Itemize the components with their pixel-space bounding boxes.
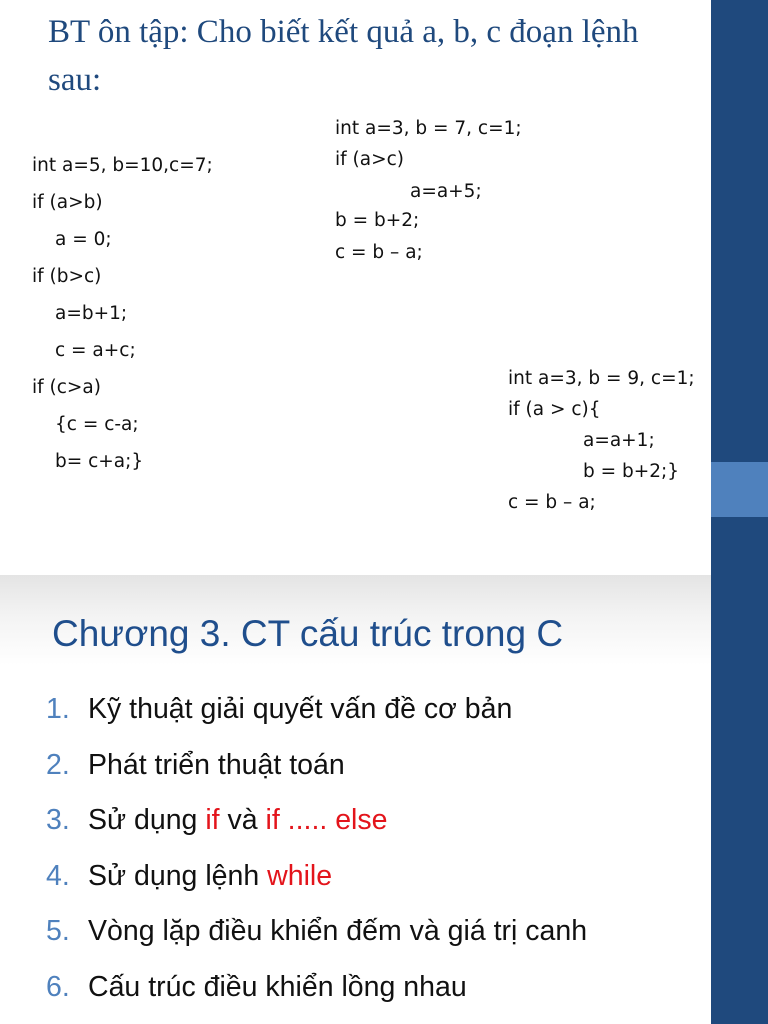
code-line: if (a>c): [335, 149, 404, 170]
code-line: int a=3, b = 9, c=1;: [508, 368, 695, 389]
item-text: Kỹ thuật giải quyết vấn đề cơ bản: [88, 693, 513, 725]
item-number: 5.: [46, 915, 70, 947]
code-line: c = a+c;: [55, 340, 136, 361]
item-number: 1.: [46, 693, 70, 725]
chapter-slide: [0, 575, 768, 1024]
code-line: if (c>a): [32, 377, 101, 398]
outline-item: [46, 693, 587, 749]
keyword-if: if: [205, 804, 220, 836]
item-number: 6.: [46, 970, 70, 1003]
item-text: Vòng lặp điều khiển đếm và giá trị canh: [88, 915, 588, 947]
code-line: b= c+a;}: [55, 451, 144, 472]
code-line: c = b – a;: [335, 242, 423, 263]
code-line: a = 0;: [55, 229, 112, 250]
outline-item: [46, 915, 587, 971]
keyword-if-else: if ..... else: [265, 804, 388, 836]
code-line: {c = c-a;: [55, 414, 139, 435]
code-line: if (a>b): [32, 192, 103, 213]
item-text: Cấu trúc điều khiển lồng nhau: [88, 970, 467, 1003]
code-line: int a=5, b=10,c=7;: [32, 155, 213, 176]
code-line: int a=3, b = 7, c=1;: [335, 118, 522, 139]
outline-item: [46, 804, 587, 860]
code-line: c = b – a;: [508, 492, 596, 513]
outline-item: [46, 971, 587, 1024]
item-number: 2.: [46, 748, 70, 781]
code-line: a=b+1;: [55, 303, 128, 324]
item-text: Sử dụng: [88, 804, 206, 836]
outline-item: [46, 749, 587, 805]
chapter-title: Chương 3. CT cấu trúc trong C: [52, 613, 564, 654]
code-line: if (a > c){: [508, 399, 601, 420]
item-text: Phát triển thuật toán: [88, 748, 345, 781]
slide-sidebar: [711, 575, 768, 1024]
exercise-title: BT ôn tập: Cho biết kết quả a, b, c đoạn lệnh sau:: [48, 14, 639, 98]
code-line: a=a+5;: [410, 181, 482, 202]
item-text: và: [219, 804, 266, 836]
chapter-outline: [46, 693, 587, 1024]
outline-item: [46, 860, 587, 916]
code-line: if (b>c): [32, 266, 102, 287]
keyword-while: while: [267, 859, 333, 892]
code-line: b = b+2;: [335, 210, 420, 231]
item-text: Sử dụng lệnh: [88, 859, 268, 892]
code-line: b = b+2;}: [583, 461, 680, 482]
slide-sidebar-accent: [711, 462, 768, 517]
item-number: 4.: [46, 859, 70, 892]
item-number: 3.: [46, 804, 70, 836]
code-line: a=a+1;: [583, 430, 655, 451]
